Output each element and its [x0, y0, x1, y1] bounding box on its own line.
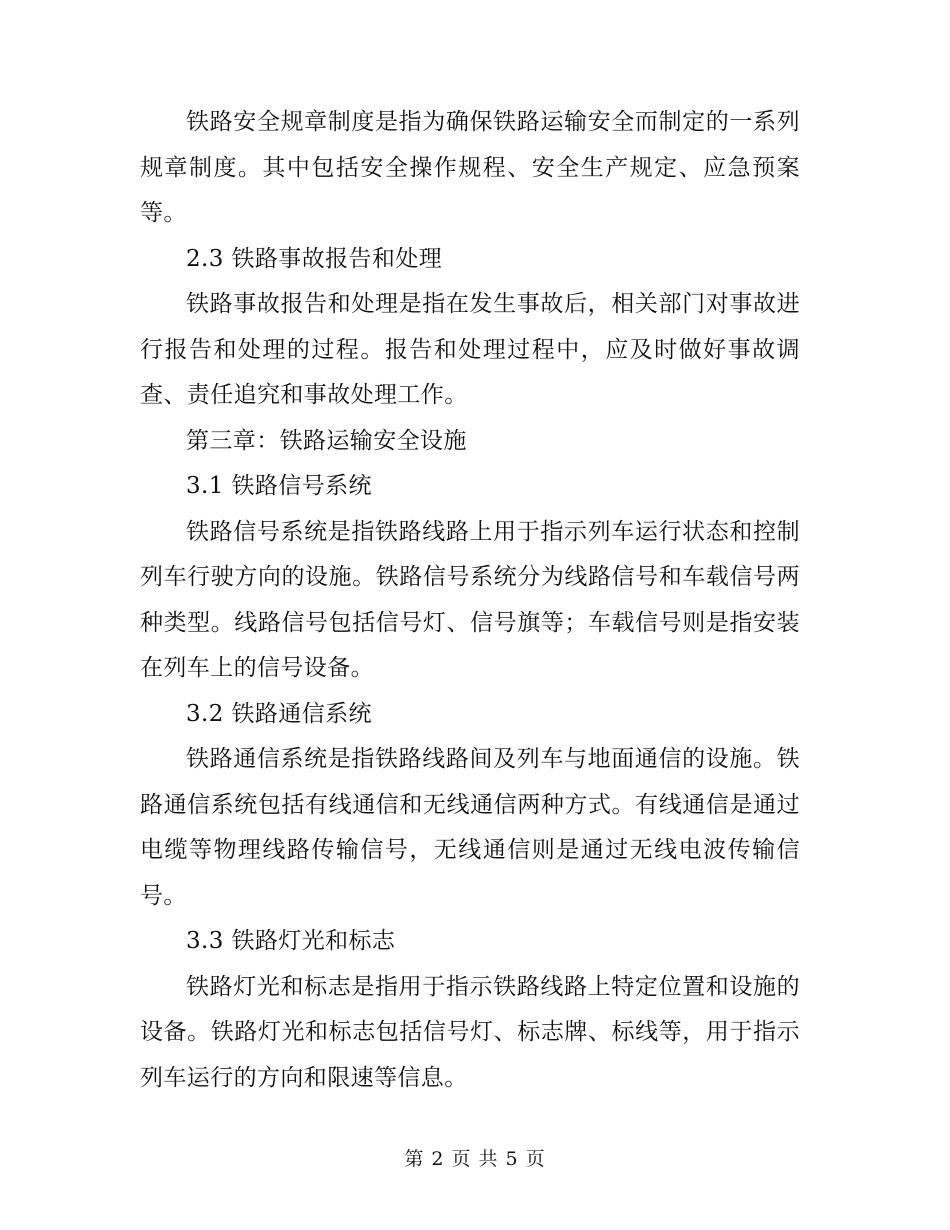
document-body	[140, 100, 800, 1101]
paragraph-accident-reporting: 铁路事故报告和处理是指在发生事故后，相关部门对事故进行报告和处理的过程。报告和处理过程中，应及时做好事故调查、责任追究和事故处理工作。	[140, 291, 800, 408]
section-heading-3-2: 3.2 铁路通信系统	[186, 700, 372, 727]
page-number-footer: 第 2 页 共 5 页	[404, 1148, 546, 1170]
paragraph-communication-system: 铁路通信系统是指铁路线路间及列车与地面通信的设施。铁路通信系统包括有线通信和无线通信两种方式。有线通信是通过电缆等物理线路传输信号，无线通信则是通过无线电波传输信号。	[140, 746, 800, 909]
paragraph-lights-and-signs: 铁路灯光和标志是指用于指示铁路线路上特定位置和设施的设备。铁路灯光和标志包括信号灯、标志牌、标线等，用于指示列车运行的方向和限速等信息。	[140, 973, 800, 1091]
paragraph-signal-system: 铁路信号系统是指铁路线路上用于指示列车运行状态和控制列车行驶方向的设施。铁路信号系统分为线路信号和车载信号两种类型。线路信号包括信号灯、信号旗等；车载信号则是指安装在列车上的信号设备。	[140, 518, 800, 681]
section-heading-3-1: 3.1 铁路信号系统	[186, 473, 372, 499]
section-heading-2-3: 2.3 铁路事故报告和处理	[186, 245, 443, 272]
section-heading-3-3: 3.3 铁路灯光和标志	[186, 928, 396, 954]
chapter-heading-3: 第三章：铁路运输安全设施	[186, 427, 467, 454]
paragraph-safety-regulations: 铁路安全规章制度是指为确保铁路运输安全而制定的一系列规章制度。其中包括安全操作规程、安全生产规定、应急预案等。	[140, 109, 800, 226]
